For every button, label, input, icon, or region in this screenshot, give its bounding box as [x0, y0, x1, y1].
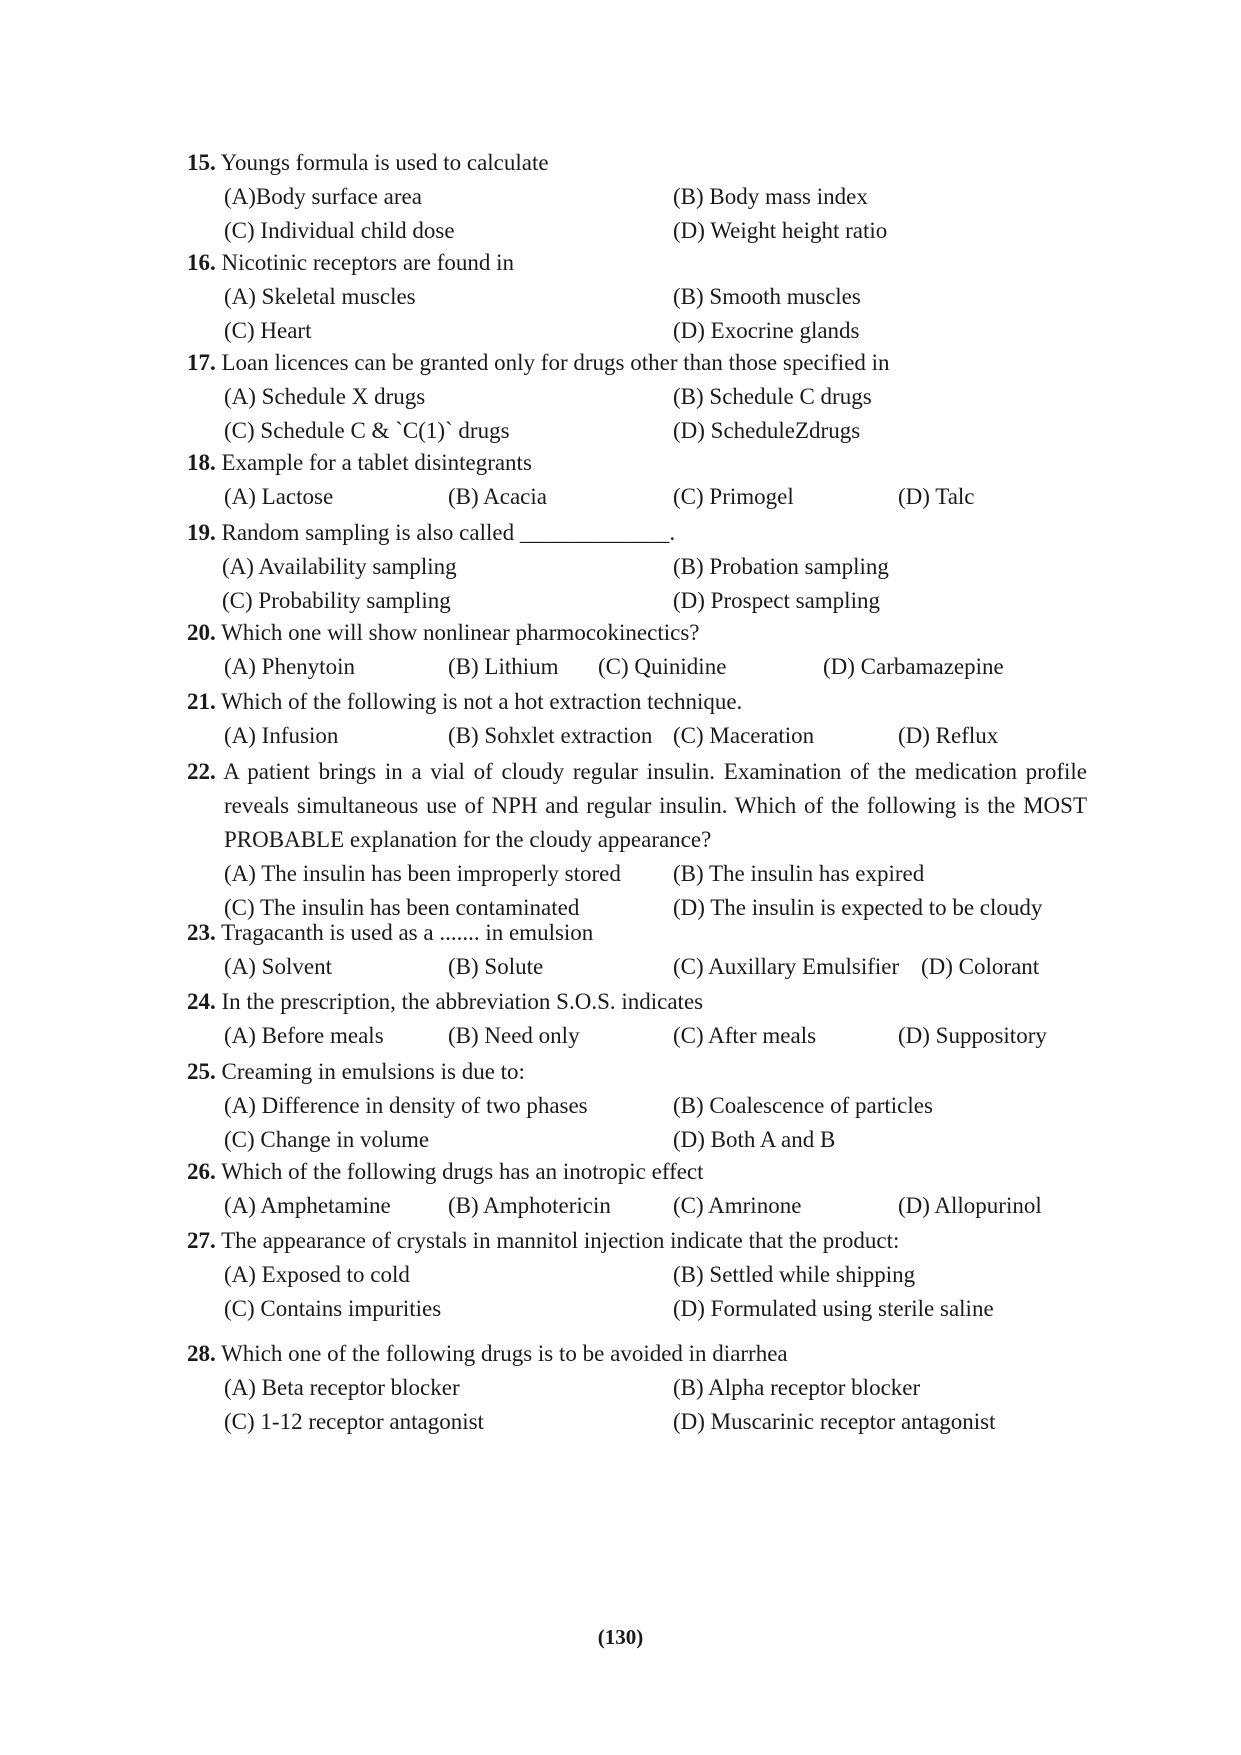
option-a: (A) Lactose	[224, 484, 334, 509]
option-d: (D) Reflux	[898, 723, 999, 748]
option-c: (C) Contains impurities	[224, 1296, 442, 1321]
question-24	[187, 985, 1087, 1053]
question-number: 22.	[187, 759, 216, 784]
option-c: (C) After meals	[673, 1023, 817, 1048]
question-text: Which one will show nonlinear pharmocokinectics?	[221, 620, 700, 645]
question-number: 21.	[187, 689, 216, 714]
option-c: (C) Auxillary Emulsifier	[673, 954, 900, 979]
option-a: (A) The insulin has been improperly stored	[224, 861, 621, 886]
option-a: (A) Solvent	[224, 954, 332, 979]
question-text: Random sampling is also called _____________.	[221, 520, 676, 545]
option-c: (C) Amrinone	[673, 1193, 802, 1218]
question-23	[187, 916, 1087, 984]
option-b: (B) Body mass index	[673, 184, 868, 209]
question-text: Nicotinic receptors are found in	[221, 250, 514, 275]
option-a: (A) Availability sampling	[222, 554, 457, 579]
question-number: 23.	[187, 920, 216, 945]
question-text: In the prescription, the abbreviation S.O.S. indicates	[221, 989, 704, 1014]
question-26	[187, 1155, 1087, 1223]
question-text: Loan licences can be granted only for drugs other than those specified in	[221, 350, 890, 375]
option-b: (B) Schedule C drugs	[673, 384, 872, 409]
option-b: (B) Alpha receptor blocker	[673, 1375, 921, 1400]
question-number: 19.	[187, 520, 216, 545]
option-a: (A) Amphetamine	[224, 1193, 391, 1218]
option-d: (D) Exocrine glands	[673, 318, 860, 343]
option-c: (C) 1-12 receptor antagonist	[224, 1409, 484, 1434]
question-text: Tragacanth is used as a ....... in emulsion	[221, 920, 594, 945]
option-b: (B) Amphotericin	[448, 1193, 611, 1218]
option-b: (B) Coalescence of particles	[673, 1093, 933, 1118]
question-text: A patient brings in a vial of cloudy regular insulin. Examination of the medication profile reveals simultaneous use of NPH and regular insulin. Which of the following is the MOST PROBABLE explanation for the cloudy appearance?	[223, 759, 1087, 852]
question-number: 28.	[187, 1341, 216, 1366]
option-a: (A) Phenytoin	[224, 654, 355, 679]
question-number: 18.	[187, 450, 216, 475]
option-d: (D) Suppository	[898, 1023, 1047, 1048]
option-d: (D) Carbamazepine	[823, 654, 1004, 679]
option-c: (C) Maceration	[673, 723, 815, 748]
question-17	[187, 346, 1087, 448]
option-c: (C) Primogel	[673, 484, 794, 509]
option-a: (A) Infusion	[224, 723, 339, 748]
option-d: (D) Formulated using sterile saline	[673, 1296, 994, 1321]
option-b: (B) Need only	[448, 1023, 580, 1048]
option-d: (D) Both A and B	[673, 1127, 836, 1152]
question-text: Which one of the following drugs is to be avoided in diarrhea	[221, 1341, 788, 1366]
question-number: 24.	[187, 989, 216, 1014]
question-16	[187, 246, 1087, 348]
question-18	[187, 446, 1087, 514]
option-d: (D) ScheduleZdrugs	[673, 418, 861, 443]
question-number: 16.	[187, 250, 216, 275]
option-a: (A) Skeletal muscles	[224, 284, 416, 309]
question-text: Example for a tablet disintegrants	[221, 450, 532, 475]
option-a: (A) Before meals	[224, 1023, 384, 1048]
option-b: (B) Sohxlet extraction	[448, 723, 653, 748]
option-d: (D) Allopurinol	[898, 1193, 1042, 1218]
question-number: 25.	[187, 1059, 216, 1084]
option-c: (C) Schedule C & `C(1)` drugs	[224, 418, 510, 443]
question-text: Which of the following is not a hot extraction technique.	[221, 689, 743, 714]
option-d: (D) Colorant	[921, 954, 1040, 979]
question-text: Which of the following drugs has an inotropic effect	[221, 1159, 704, 1184]
question-21	[187, 685, 1087, 753]
option-d: (D) Weight height ratio	[673, 218, 888, 243]
option-b: (B) Settled while shipping	[673, 1262, 916, 1287]
option-d: (D) Prospect sampling	[673, 588, 880, 613]
question-15	[187, 146, 1087, 248]
question-20	[187, 616, 1087, 684]
option-a: (A) Difference in density of two phases	[224, 1093, 588, 1118]
question-27	[187, 1224, 1087, 1326]
question-text: Creaming in emulsions is due to:	[221, 1059, 525, 1084]
option-c: (C) Heart	[224, 318, 312, 343]
option-a: (A) Exposed to cold	[224, 1262, 410, 1287]
option-c: (C) Change in volume	[224, 1127, 430, 1152]
option-b: (B) Smooth muscles	[673, 284, 861, 309]
question-text: Youngs formula is used to calculate	[220, 150, 549, 175]
question-25	[187, 1055, 1087, 1157]
question-number: 27.	[187, 1228, 216, 1253]
question-text: The appearance of crystals in mannitol injection indicate that the product:	[221, 1228, 900, 1253]
option-b: (B) Solute	[448, 954, 544, 979]
option-a: (A) Beta receptor blocker	[224, 1375, 460, 1400]
question-number: 15.	[187, 150, 216, 175]
option-a: (A)Body surface area	[224, 184, 422, 209]
question-number: 26.	[187, 1159, 216, 1184]
page-number: (130)	[597, 1625, 644, 1649]
question-number: 20.	[187, 620, 216, 645]
option-b: (B) The insulin has expired	[673, 861, 925, 886]
option-b: (B) Probation sampling	[673, 554, 889, 579]
option-c: (C) Probability sampling	[222, 588, 451, 613]
option-c: (C) Quinidine	[598, 654, 727, 679]
option-d: (D) The insulin is expected to be cloudy	[673, 895, 1043, 920]
option-c: (C) Individual child dose	[224, 218, 455, 243]
option-a: (A) Schedule X drugs	[224, 384, 426, 409]
option-d: (D) Talc	[898, 484, 975, 509]
question-19	[187, 516, 1087, 618]
option-b: (B) Lithium	[448, 654, 559, 679]
question-28	[187, 1337, 1087, 1439]
question-22	[187, 755, 1087, 925]
option-c: (C) The insulin has been contaminated	[224, 895, 580, 920]
option-d: (D) Muscarinic receptor antagonist	[673, 1409, 996, 1434]
question-number: 17.	[187, 350, 216, 375]
option-b: (B) Acacia	[448, 484, 547, 509]
